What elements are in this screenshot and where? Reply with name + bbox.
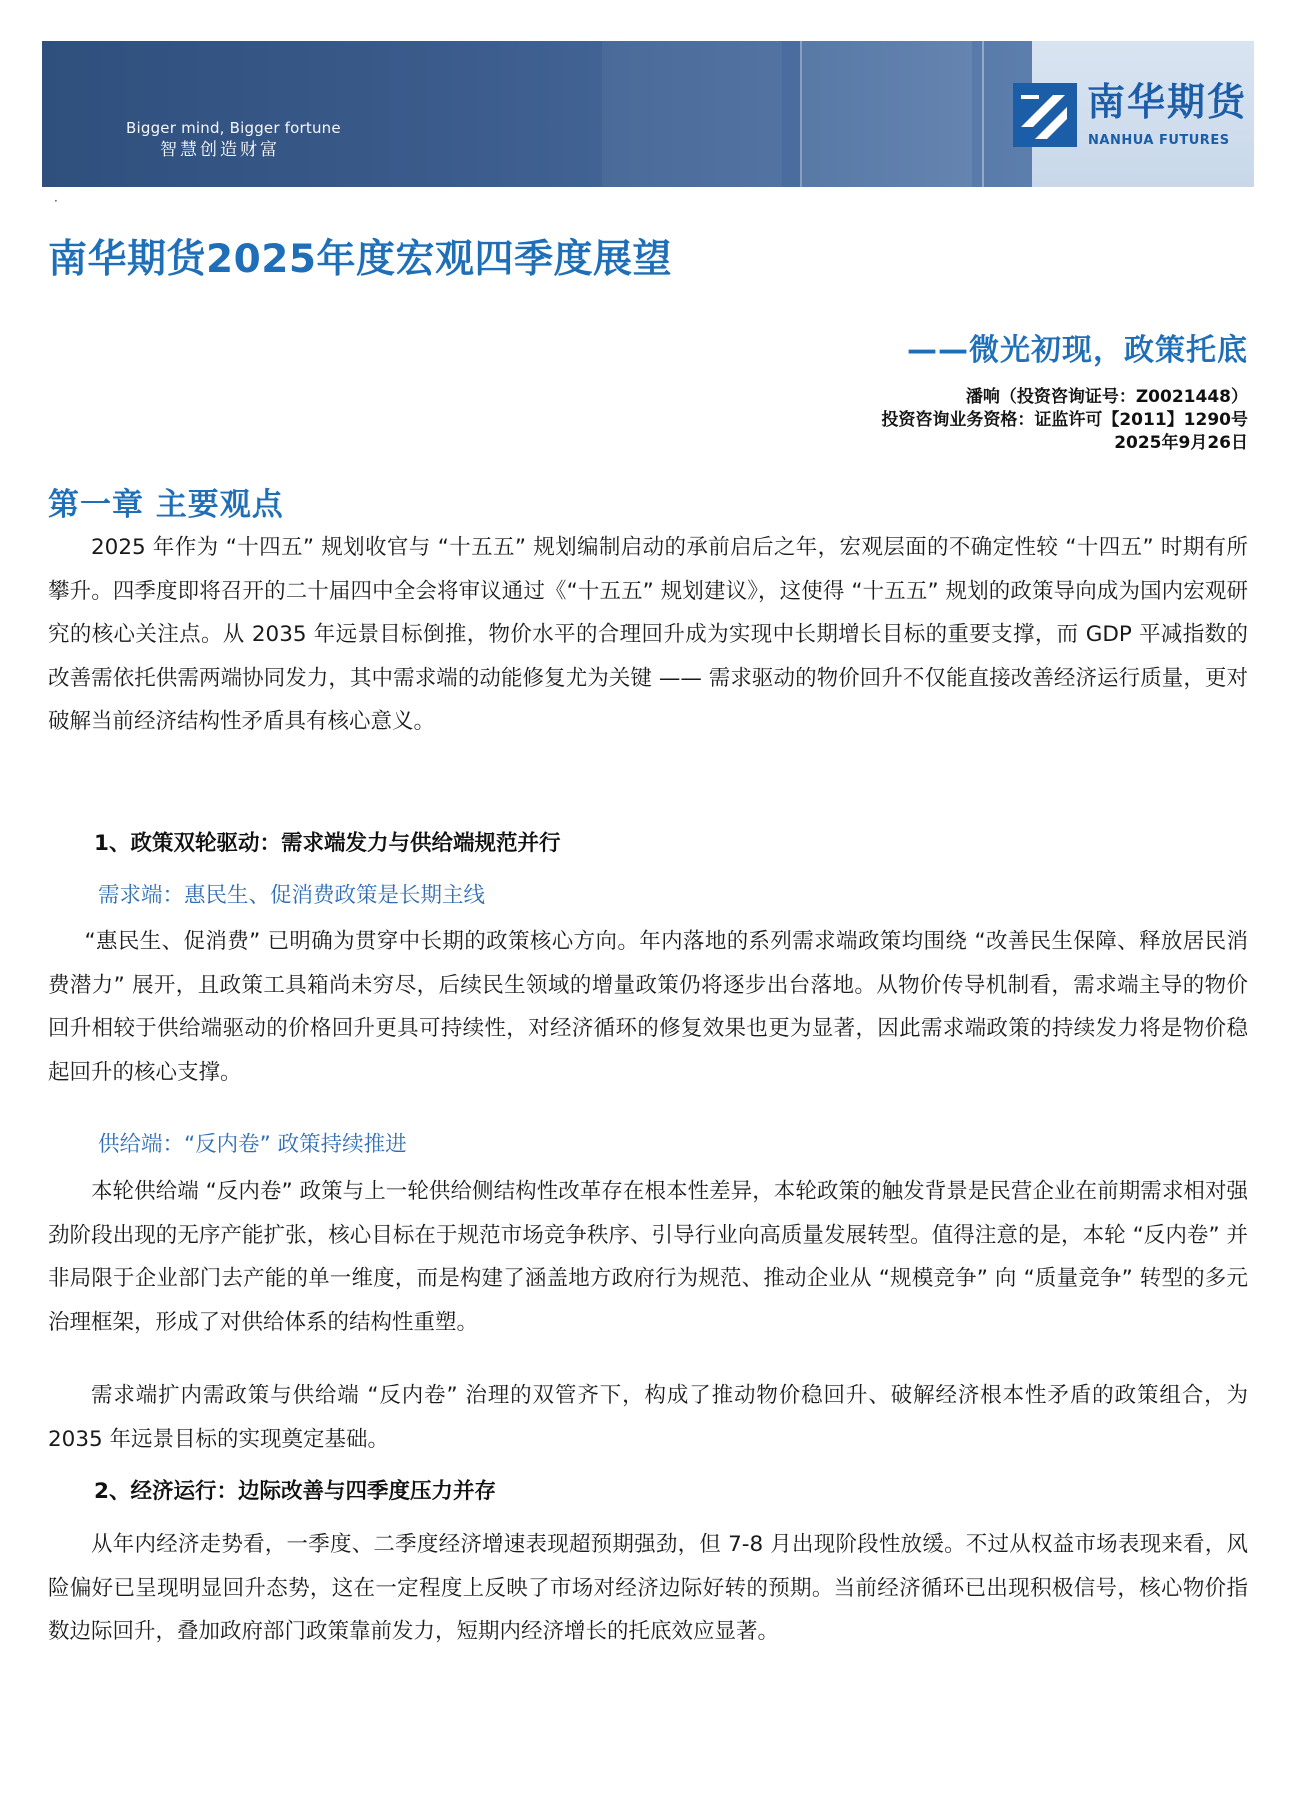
subsection-demand-title: 需求端：惠民生、促消费政策是长期主线 — [98, 883, 486, 908]
paragraph-demand: “惠民生、促消费” 已明确为贯穿中长期的政策核心方向。年内落地的系列需求端政策均围绕 “改善民生保障、释放居民消费潜力” 展开，且政策工具箱尚未穷尽，后续民生领域的增量政策仍将逐步出台落地。从物价传导机制看，需求端主导的物价回升相较于供给端驱动的价格回升更具可持续性，对经济循环的修复效果也更为显著，因此需求端政策的持续发力将是物价稳起回升的核心支撑。 — [48, 929, 1248, 1085]
paragraph-intro: 2025 年作为 “十四五” 规划收官与 “十五五” 规划编制启动的承前启后之年，宏观层面的不确定性较 “十四五” 时期有所攀升。四季度即将召开的二十届四中全会将审议通过《“十五五” 规划建议》，这使得 “十五五” 规划的政策导向成为国内宏观研究的核心关注点。从 2035 年远景目标倒推，物价水平的合理回升成为实现中长期增长目标的重要支撑，而 GDP 平减指数的改善需依托供需两端协同发力，其中需求端的动能修复尤为关键 —— 需求驱动的物价回升不仅能直接改善经济运行质量，更对破解当前经济结构性矛盾具有核心意义。 — [48, 535, 1248, 734]
report-date: 2025年9月26日 — [1114, 433, 1248, 453]
author-info — [881, 386, 1248, 455]
banner-divider — [982, 41, 984, 187]
author-name-license: 潘响（投资咨询证号：Z0021448） — [965, 387, 1248, 407]
logo-text-en: NANHUA FUTURES — [1088, 133, 1230, 148]
tagline-en: Bigger mind, Bigger fortune — [126, 119, 341, 137]
nanhua-logo-icon — [1013, 83, 1077, 147]
tagline-cn: 智慧创造财富 — [160, 139, 280, 160]
section-2-title: 2、经济运行：边际改善与四季度压力并存 — [94, 1479, 496, 1504]
advisory-qualification: 投资咨询业务资格：证监许可【2011】1290号 — [881, 410, 1248, 430]
report-title: 南华期货2025年度宏观四季度展望 — [48, 237, 673, 282]
header-banner — [42, 41, 1254, 187]
subsection-supply-title: 供给端：“反内卷” 政策持续推进 — [98, 1132, 407, 1157]
banner-stripe — [802, 41, 972, 187]
page-marker: · — [54, 194, 58, 208]
paragraph-economy: 从年内经济走势看，一季度、二季度经济增速表现超预期强劲，但 7-8 月出现阶段性放缓。不过从权益市场表现来看，风险偏好已呈现明显回升态势，这在一定程度上反映了市场对经济边际好转的预期。当前经济循环已出现积极信号，核心物价指数边际回升，叠加政府部门政策靠前发力，短期内经济增长的托底效应显著。 — [48, 1532, 1248, 1644]
report-subtitle: ——微光初现，政策托底 — [907, 333, 1248, 368]
chapter-title: 第一章 主要观点 — [48, 487, 284, 523]
paragraph-supply: 本轮供给端 “反内卷” 政策与上一轮供给侧结构性改革存在根本性差异，本轮政策的触发背景是民营企业在前期需求相对强劲阶段出现的无序产能扩张，核心目标在于规范市场竞争秩序、引导行业向高质量发展转型。值得注意的是，本轮 “反内卷” 并非局限于企业部门去产能的单一维度，而是构建了涵盖地方政府行为规范、推动企业从 “规模竞争” 向 “质量竞争” 转型的多元治理框架，形成了对供给体系的结构性重塑。 — [48, 1179, 1248, 1335]
tagline — [126, 119, 341, 161]
banner-stripe — [602, 41, 782, 187]
paragraph-policy-combo: 需求端扩内需政策与供给端 “反内卷” 治理的双管齐下，构成了推动物价稳回升、破解经济根本性矛盾的政策组合，为 2035 年远景目标的实现奠定基础。 — [48, 1383, 1248, 1452]
logo-text-cn: 南华期货 — [1087, 80, 1248, 124]
section-1-title: 1、政策双轮驱动：需求端发力与供给端规范并行 — [94, 831, 561, 856]
